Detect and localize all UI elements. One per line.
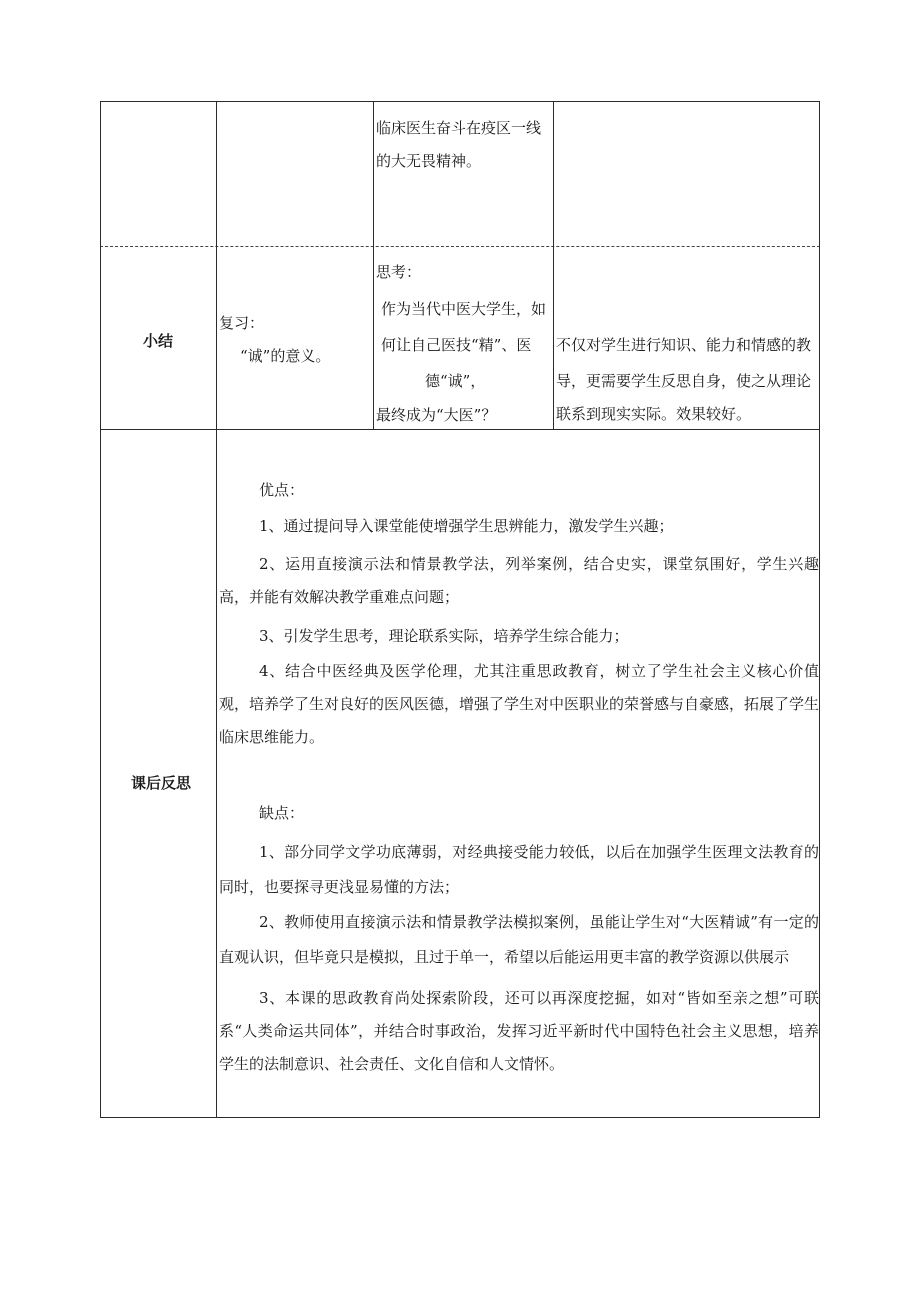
cons-title: 缺点：	[259, 804, 305, 822]
think-line-1: 作为当代中医大学生，如	[381, 300, 547, 318]
pros-item-1: 1、通过提问导入课堂能使增强学生思辨能力，激发学生兴趣；	[259, 517, 674, 535]
pros-item-3: 3、引发学生思考，理论联系实际，培养学生综合能力；	[259, 627, 629, 645]
effect-line-3: 联系到现实实际。效果较好。	[556, 405, 752, 423]
col-divider-1	[216, 101, 217, 1118]
think-title: 思考：	[376, 263, 422, 281]
pros-title: 优点：	[259, 481, 305, 499]
effect-line-2: 导，更需要学生反思自身，使之从理论	[556, 372, 812, 390]
table-right-border	[819, 101, 820, 1118]
review-item: “诚”的意义。	[240, 347, 331, 365]
think-line-3: 德“诚”，	[425, 372, 486, 390]
pros-item-4: 4、结合中医经典及医学伦理，尤其注重思政教育，树立了学生社会主义核心价值观，培养学了生对良好的医风医德，增强了学生对中医职业的荣誉感与自豪感，拓展了学生临床思维能力。	[219, 662, 819, 746]
effect-line-1: 不仅对学生进行知识、能力和情感的教	[556, 336, 812, 354]
top-row-col3-line2: 的大无畏精神。	[376, 152, 482, 170]
top-row-col3-line1: 临床医生奋斗在疫区一线	[376, 119, 542, 137]
table-top-border	[100, 101, 820, 102]
cons-item-1: 1、部分同学文学功底薄弱，对经典接受能力较低，以后在加强学生医理文法教育的同时，也要探寻更浅显易懂的方法；	[219, 843, 819, 896]
row-divider-1	[100, 246, 820, 247]
pros-item-2: 2、运用直接演示法和情景教学法，列举案例，结合史实，课堂氛围好，学生兴趣高，并能有效解决教学重难点问题；	[219, 555, 819, 606]
think-line-4: 最终成为“大医”？	[376, 406, 497, 424]
row-divider-2	[100, 429, 820, 430]
col-divider-2	[373, 101, 374, 430]
cons-item-2: 2、教师使用直接演示法和情景教学法模拟案例，虽能让学生对“大医精诚”有一定的直观认识，但毕竟只是模拟，且过于单一，希望以后能运用更丰富的教学资源以供展示	[219, 913, 819, 966]
table-bottom-border	[100, 1117, 820, 1118]
think-line-2: 何让自己医技“精”、医	[381, 336, 532, 354]
cons-item-3: 3、本课的思政教育尚处探索阶段，还可以再深度挖掘，如对“皆如至亲之想”可联系“人类命运共同体”，并结合时事政治，发挥习近平新时代中国特色社会主义思想，培养学生的法制意识、社会责任、文化自信和人文情怀。	[219, 989, 819, 1073]
summary-label: 小结	[143, 332, 174, 350]
review-title: 复习：	[219, 314, 265, 332]
reflection-label: 课后反思	[131, 774, 192, 792]
col-divider-3	[553, 101, 554, 430]
table-left-border	[100, 101, 101, 1118]
